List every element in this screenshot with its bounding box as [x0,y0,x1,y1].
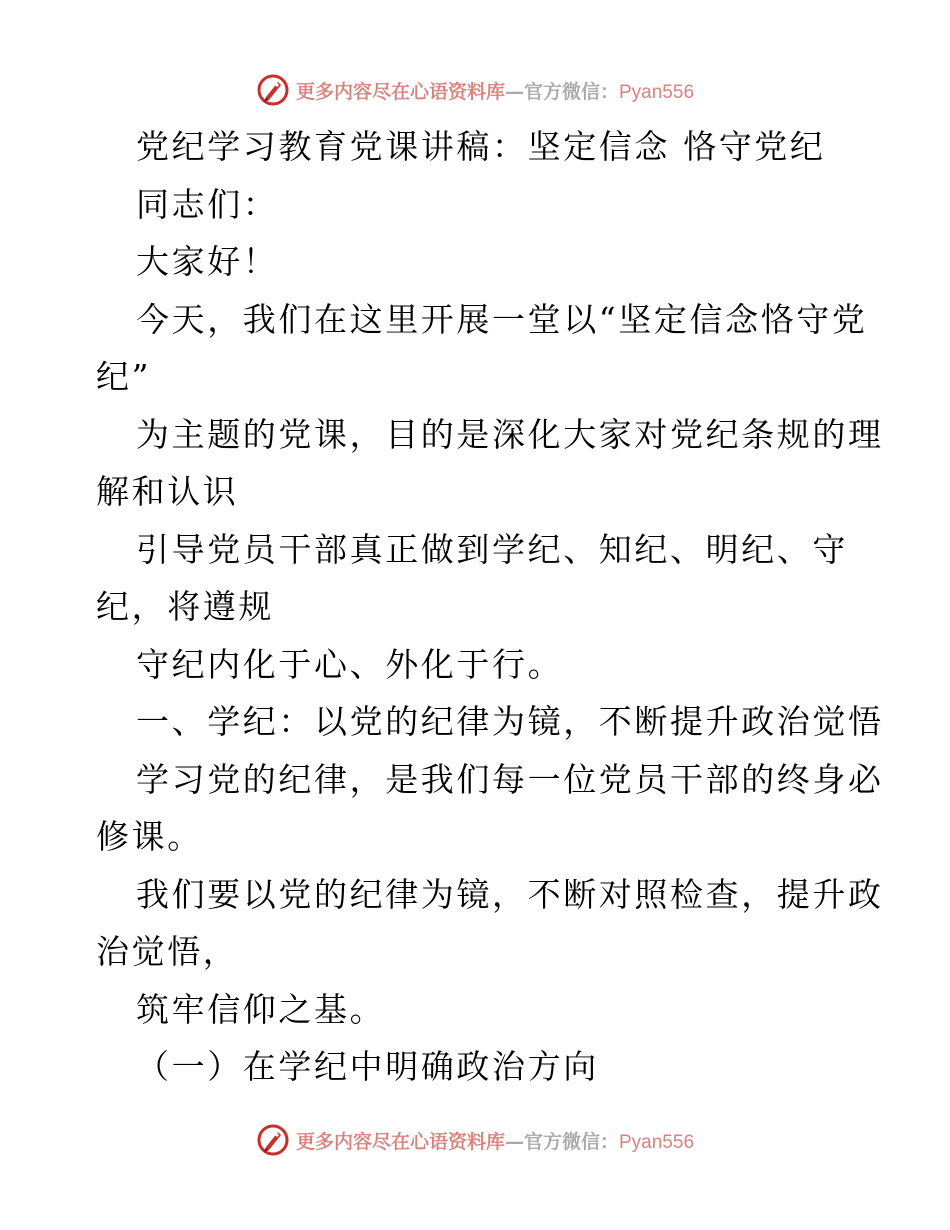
paragraph-line: 修课。 [96,817,203,856]
paragraph-line: 为主题的党课，目的是深化大家对党纪条规的理 [136,414,884,454]
greeting: 大家好！ [136,242,279,281]
watermark-label: —官方微信： [504,1130,619,1153]
watermark-id: Pyan556 [619,1131,695,1153]
paragraph-line: 解和认识 [96,472,239,511]
salutation: 同志们： [136,184,279,224]
subsection-heading: （一）在学纪中明确政治方向 [136,1047,599,1086]
watermark-label: —官方微信： [504,80,619,103]
paragraph-line: 我们要以党的纪律为镜，不断对照检查，提升政 [136,874,884,914]
paragraph-line: 引导党员干部真正做到学纪、知纪、明纪、守 [136,529,848,569]
watermark-site: 更多内容尽在心语资料库 [295,1130,505,1153]
section-heading: 一、学纪：以党的纪律为镜，不断提升政治觉悟 [136,702,884,741]
watermark-text [296,77,694,104]
header-watermark [0,70,950,110]
footer-watermark [0,1120,950,1160]
paragraph-line: 纪，将遵规 [96,587,274,626]
watermark-id: Pyan556 [619,81,695,103]
paragraph-line: 纪” [96,357,152,396]
document-title: 党纪学习教育党课讲稿：坚定信念 恪守党纪 [136,127,826,166]
paragraph-line: 守纪内化于心、外化于行。 [136,644,564,684]
watermark-text [296,1127,694,1154]
paragraph-line: 学习党的纪律，是我们每一位党员干部的终身必 [136,759,884,799]
paragraph-line: 治觉悟， [96,932,239,971]
pen-logo-icon [256,73,290,107]
paragraph-line: 筑牢信仰之基。 [136,989,386,1029]
watermark-site: 更多内容尽在心语资料库 [295,80,505,103]
pen-logo-icon [256,1123,290,1157]
document-body [96,118,884,1096]
paragraph-line: 今天，我们在这里开展一堂以“坚定信念恪守党 [136,299,868,339]
